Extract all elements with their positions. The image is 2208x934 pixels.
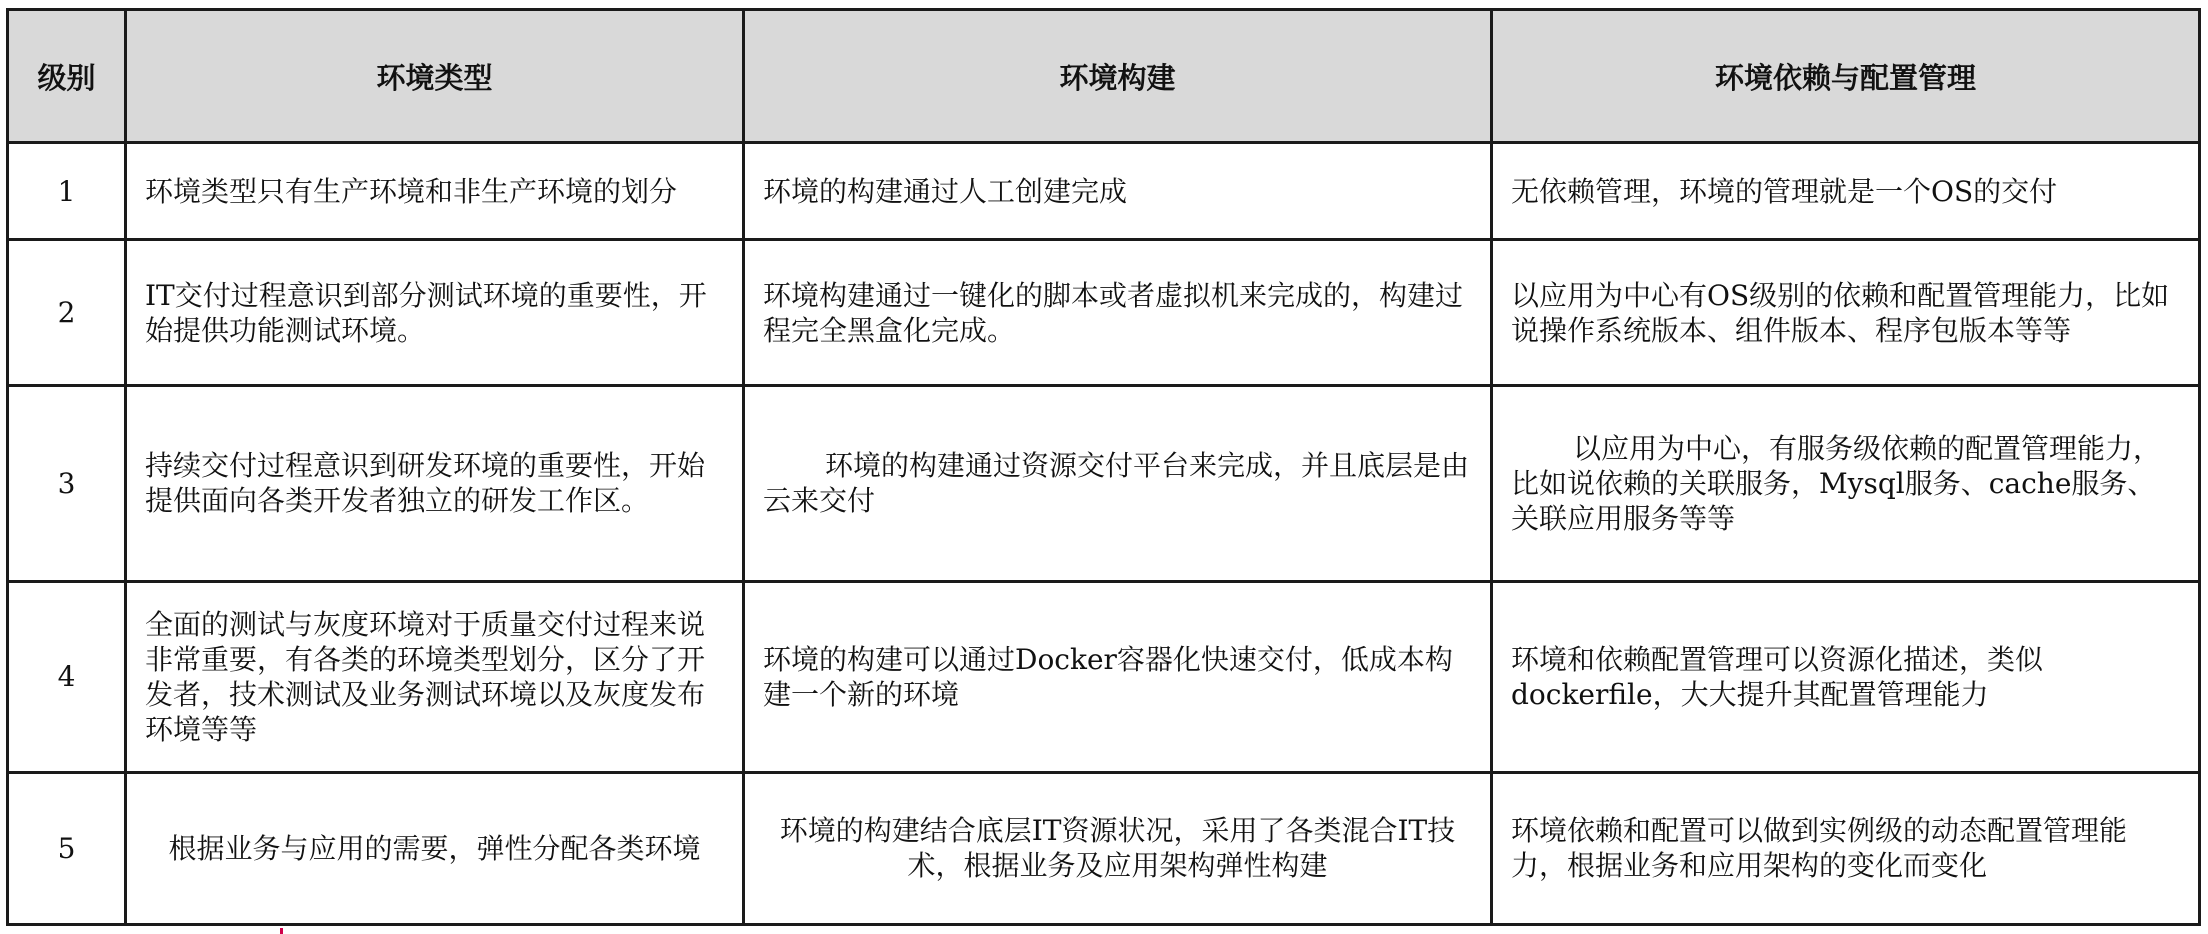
dependency-cell-text: 以应用为中心，有服务级依赖的配置管理能力，比如说依赖的关联服务，Mysql服务、cache服务、关联应用服务等等 — [1511, 431, 2162, 535]
header-environment-type: 环境类型 — [126, 10, 744, 143]
table-row — [8, 386, 2200, 581]
dependency-cell — [1492, 386, 2200, 581]
build-cell: 环境构建通过一键化的脚本或者虚拟机来完成的，构建过程完全黑盒化完成。 — [744, 240, 1492, 386]
type-cell: 环境类型只有生产环境和非生产环境的划分 — [126, 143, 744, 240]
level-cell: 2 — [8, 240, 126, 386]
level-cell: 4 — [8, 581, 126, 772]
build-cell — [744, 386, 1492, 581]
type-cell: 持续交付过程意识到研发环境的重要性，开始提供面向各类开发者独立的研发工作区。 — [126, 386, 744, 581]
red-mark-decoration — [280, 928, 283, 934]
environment-maturity-table — [6, 8, 2201, 926]
level-cell: 5 — [8, 772, 126, 924]
dependency-cell: 环境和依赖配置管理可以资源化描述，类似dockerfile，大大提升其配置管理能力 — [1492, 581, 2200, 772]
header-level: 级别 — [8, 10, 126, 143]
table-row — [8, 772, 2200, 924]
type-cell: IT交付过程意识到部分测试环境的重要性，开始提供功能测试环境。 — [126, 240, 744, 386]
dependency-cell: 无依赖管理，环境的管理就是一个OS的交付 — [1492, 143, 2200, 240]
build-cell: 环境的构建可以通过Docker容器化快速交付，低成本构建一个新的环境 — [744, 581, 1492, 772]
header-environment-build: 环境构建 — [744, 10, 1492, 143]
build-cell-text: 环境的构建通过资源交付平台来完成，并且底层是由云来交付 — [763, 449, 1470, 518]
type-cell: 根据业务与应用的需要，弹性分配各类环境 — [126, 772, 744, 924]
header-dependency-config: 环境依赖与配置管理 — [1492, 10, 2200, 143]
table-row — [8, 581, 2200, 772]
level-cell: 1 — [8, 143, 126, 240]
table-row — [8, 240, 2200, 386]
level-cell: 3 — [8, 386, 126, 581]
build-cell: 环境的构建结合底层IT资源状况，采用了各类混合IT技术，根据业务及应用架构弹性构建 — [744, 772, 1492, 924]
build-cell: 环境的构建通过人工创建完成 — [744, 143, 1492, 240]
table-header-row — [8, 10, 2200, 143]
table-row — [8, 143, 2200, 240]
dependency-cell: 以应用为中心有OS级别的依赖和配置管理能力，比如说操作系统版本、组件版本、程序包版本等等 — [1492, 240, 2200, 386]
type-cell: 全面的测试与灰度环境对于质量交付过程来说非常重要，有各类的环境类型划分，区分了开发者，技术测试及业务测试环境以及灰度发布环境等等 — [126, 581, 744, 772]
dependency-cell: 环境依赖和配置可以做到实例级的动态配置管理能力，根据业务和应用架构的变化而变化 — [1492, 772, 2200, 924]
